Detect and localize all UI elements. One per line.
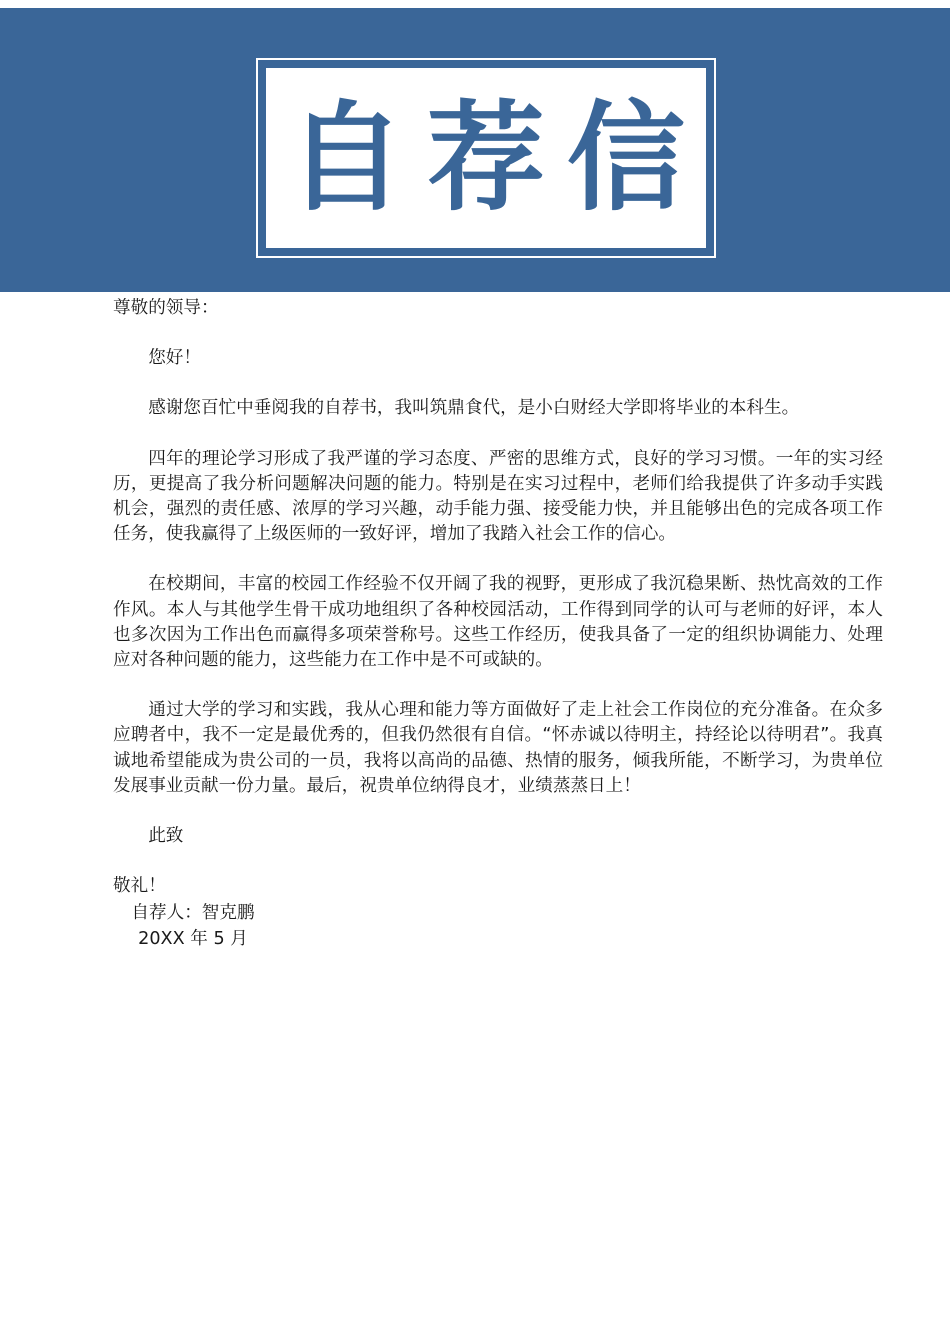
salutation: 尊敬的领导： bbox=[113, 298, 219, 318]
greeting: 您好！ bbox=[148, 348, 201, 369]
date: 20XX 年 5 月 bbox=[138, 928, 248, 949]
paragraph-conclusion: 通过大学的学习和实践，我从心理和能力等方面做好了走上社会工作岗位的充分准备。在众多应聘者中，我不一定是最优秀的，但我仍然很有自信。“怀赤诚以待明主，持经论以待明君”。我真诚地希望能成为贵公司的一员，我将以高尚的品德、热情的服务，倾我所能，不断学习，为贵单位发展事业贡献一份力量。最后，祝贵单位纳得良才，业绩蒸蒸日上！ bbox=[113, 700, 883, 796]
regards: 敬礼！ bbox=[113, 876, 166, 897]
letter-body bbox=[113, 296, 883, 952]
header-band bbox=[0, 8, 950, 292]
closing: 此致 bbox=[148, 826, 184, 847]
paragraph-study: 四年的理论学习形成了我严谨的学习态度、严密的思维方式，良好的学习习惯。一年的实习经历，更提高了我分析问题解决问题的能力。特别是在实习过程中，老师们给我提供了许多动手实践机会，强烈的责任感、浓厚的学习兴趣，动手能力强、接受能力快，并且能够出色的完成各项工作任务，使我赢得了上级医师的一致好评，增加了我踏入社会工作的信心。 bbox=[113, 448, 883, 545]
title-frame bbox=[256, 58, 716, 258]
document-title: 自荐信 bbox=[287, 89, 708, 227]
title-panel bbox=[266, 68, 706, 248]
paragraph-intro: 感谢您百忙中垂阅我的自荐书，我叫筑鼎食代，是小白财经大学即将毕业的本科生。 bbox=[148, 398, 800, 419]
paragraph-campus: 在校期间，丰富的校园工作经验不仅开阔了我的视野，更形成了我沉稳果断、热忱高效的工作作风。本人与其他学生骨干成功地组织了各种校园活动，工作得到同学的认可与老师的好评，本人也多次因为工作出色而赢得多项荣誉称号。这些工作经历，使我具备了一定的组织协调能力、处理应对各种问题的能力，这些能力在工作中是不可或缺的。 bbox=[113, 574, 883, 671]
signer: 自荐人：智克鹏 bbox=[131, 903, 255, 924]
